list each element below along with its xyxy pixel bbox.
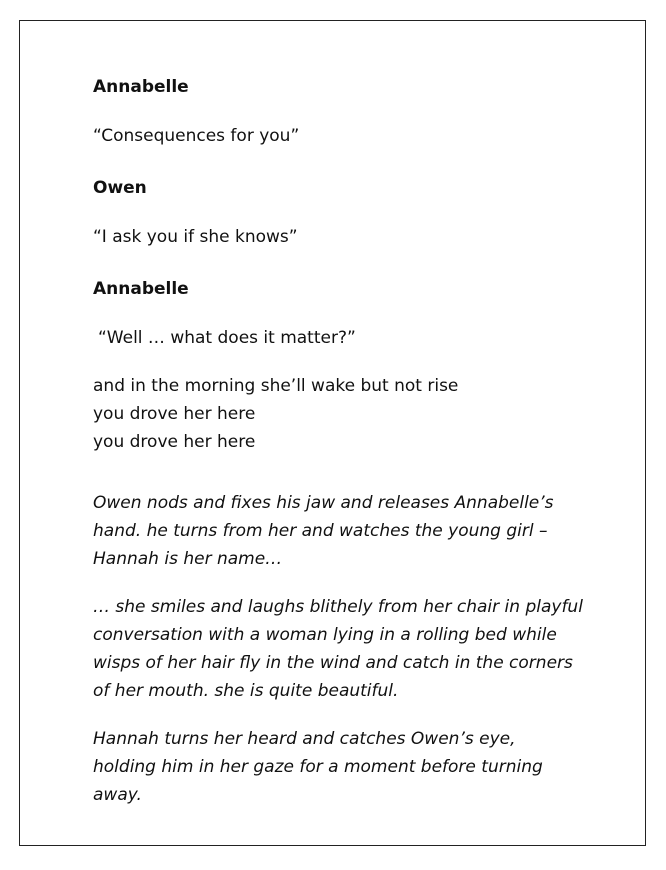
document-page [19, 20, 646, 846]
script-content [93, 76, 583, 809]
speaker-name: Annabelle [93, 279, 189, 299]
stage-direction: Hannah turns her heard and catches Owen’s eye, holding him in her gaze for a moment before turning away. [93, 729, 543, 805]
verse-line: you drove her here [93, 432, 256, 452]
verse-block [93, 372, 583, 456]
dialogue-line: “I ask you if she knows” [93, 227, 298, 247]
stage-direction: Owen nods and fixes his jaw and releases Annabelle’s hand. he turns from her and watches the young girl – Hannah is her name… [93, 493, 554, 569]
dialogue-line: “Well … what does it matter?” [98, 328, 356, 348]
dialogue-line: “Consequences for you” [93, 126, 300, 146]
stage-direction: … she smiles and laughs blithely from her chair in playful conversation with a woman lying in a rolling bed while wisps of her hair fly in the wind and catch in the corners of her mouth. she is quite beautiful. [93, 597, 583, 701]
speaker-name: Owen [93, 178, 147, 198]
speaker-name: Annabelle [93, 77, 189, 97]
verse-line: you drove her here [93, 404, 256, 424]
verse-line: and in the morning she’ll wake but not rise [93, 376, 459, 396]
